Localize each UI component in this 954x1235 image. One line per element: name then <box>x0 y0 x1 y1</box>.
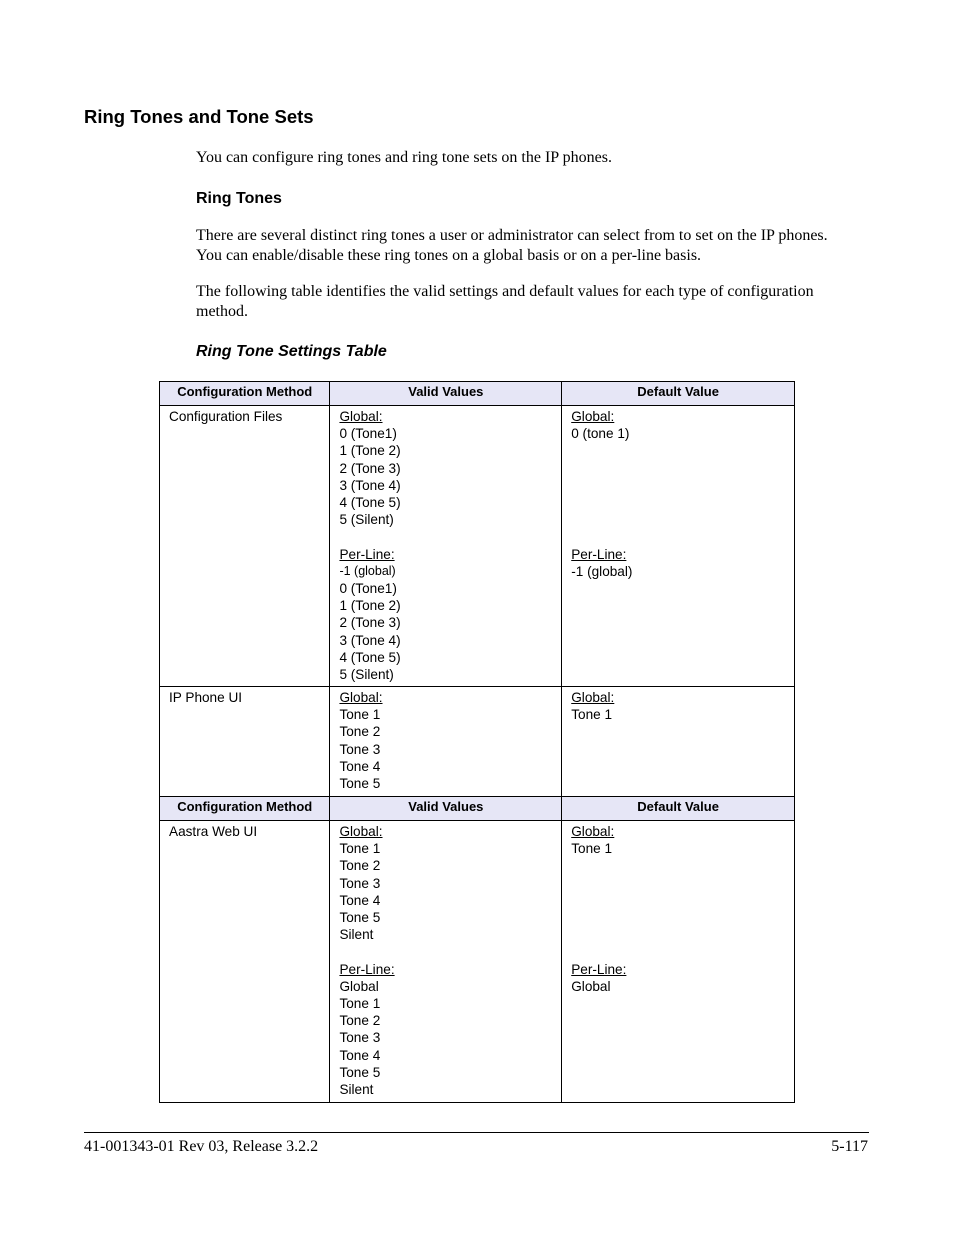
valid-values-cell <box>330 821 562 1103</box>
default-item: Tone 1 <box>571 707 613 723</box>
value-item: Tone 4 <box>339 892 381 908</box>
table-header-row <box>160 797 795 821</box>
footer-page-number: 5-117 <box>831 1138 868 1155</box>
spacer <box>571 892 794 909</box>
per-line-label: Per-Line: <box>339 546 395 562</box>
value-item: Tone 4 <box>339 758 381 774</box>
value-item: Tone 5 <box>339 910 381 926</box>
default-item: -1 (global) <box>571 563 633 579</box>
spacer <box>339 943 561 960</box>
value-item: -1 (global) <box>339 563 396 578</box>
value-item: Tone 2 <box>339 1013 381 1029</box>
spacer <box>571 511 794 528</box>
subsection-title: Ring Tones <box>196 190 282 207</box>
method-cell <box>160 821 330 1103</box>
default-item: Tone 1 <box>571 841 613 857</box>
value-item: 4 (Tone 5) <box>339 649 401 665</box>
spacer <box>339 528 561 545</box>
valid-values-cell <box>330 406 562 687</box>
method-label: Configuration Files <box>169 409 283 424</box>
header-configuration-method: Configuration Method <box>160 382 330 406</box>
method-cell <box>160 687 330 797</box>
header-valid-values: Valid Values <box>330 797 562 821</box>
global-label: Global: <box>571 409 615 424</box>
value-item: 5 (Silent) <box>339 512 394 528</box>
value-item: Tone 3 <box>339 875 381 891</box>
footer-doc-id: 41-001343-01 Rev 03, Release 3.2.2 <box>84 1138 319 1155</box>
default-value-cell <box>562 687 795 797</box>
method-label: IP Phone UI <box>169 690 243 705</box>
value-item: Tone 5 <box>339 1064 381 1080</box>
table-intro-paragraph <box>196 282 876 322</box>
value-item: 1 (Tone 2) <box>339 443 401 459</box>
value-item: 1 (Tone 2) <box>339 598 401 614</box>
spacer <box>571 528 794 545</box>
per-line-label: Per-Line: <box>339 961 395 977</box>
table-header-row <box>160 382 795 406</box>
spacer <box>571 926 794 943</box>
per-line-label: Per-Line: <box>571 961 627 977</box>
value-item: Tone 3 <box>339 741 381 757</box>
value-item: 0 (Tone1) <box>339 426 397 442</box>
footer-rule <box>84 1132 869 1133</box>
spacer <box>571 442 794 459</box>
value-item: Tone 2 <box>339 858 381 874</box>
header-valid-values: Valid Values <box>330 382 562 406</box>
value-item: Tone 1 <box>339 841 381 857</box>
table-row <box>160 821 795 1103</box>
spacer <box>571 943 794 960</box>
value-item: Tone 2 <box>339 724 381 740</box>
intro-paragraph: You can configure ring tones and ring tone sets on the IP phones. <box>196 149 612 166</box>
default-item: 0 (tone 1) <box>571 426 630 442</box>
paragraph-line: There are several distinct ring tones a user or administrator can select from to set on the IP phones. <box>196 227 828 244</box>
header-default-value: Default Value <box>562 382 795 406</box>
value-item: Tone 3 <box>339 1030 381 1046</box>
value-item: Silent <box>339 1082 374 1098</box>
value-item: 2 (Tone 3) <box>339 615 401 631</box>
value-item: 5 (Silent) <box>339 667 394 683</box>
ring-tones-paragraph <box>196 226 876 266</box>
value-item: Global <box>339 978 379 994</box>
method-cell <box>160 406 330 687</box>
value-item: 3 (Tone 4) <box>339 477 401 493</box>
ring-tone-settings-table <box>159 381 795 1103</box>
global-label: Global: <box>339 409 383 424</box>
valid-values-cell <box>330 687 562 797</box>
spacer <box>571 460 794 477</box>
default-value-cell <box>562 406 795 687</box>
global-label: Global: <box>571 690 615 705</box>
value-item: 4 (Tone 5) <box>339 495 401 511</box>
paragraph-line: method. <box>196 303 248 320</box>
section-title: Ring Tones and Tone Sets <box>84 106 314 127</box>
default-value-cell <box>562 821 795 1103</box>
method-label: Aastra Web UI <box>169 824 258 839</box>
paragraph-line: You can enable/disable these ring tones on a global basis or on a per-line basis. <box>196 247 702 264</box>
spacer <box>571 857 794 874</box>
value-item: Tone 1 <box>339 996 381 1012</box>
spacer <box>571 477 794 494</box>
spacer <box>571 909 794 926</box>
per-line-label: Per-Line: <box>571 546 627 562</box>
header-default-value: Default Value <box>562 797 795 821</box>
value-item: Silent <box>339 927 374 943</box>
value-item: Tone 5 <box>339 776 381 792</box>
default-item: Global <box>571 978 611 994</box>
value-item: 0 (Tone1) <box>339 581 397 597</box>
global-label: Global: <box>339 824 383 839</box>
value-item: Tone 4 <box>339 1047 381 1063</box>
value-item: 2 (Tone 3) <box>339 460 401 476</box>
global-label: Global: <box>339 690 383 705</box>
spacer <box>571 875 794 892</box>
value-item: Tone 1 <box>339 707 381 723</box>
table-title: Ring Tone Settings Table <box>196 343 387 360</box>
table-row <box>160 406 795 687</box>
header-configuration-method: Configuration Method <box>160 797 330 821</box>
paragraph-line: The following table identifies the valid settings and default values for each type of configuration <box>196 283 814 300</box>
global-label: Global: <box>571 824 615 839</box>
value-item: 3 (Tone 4) <box>339 632 401 648</box>
spacer <box>571 494 794 511</box>
table-row <box>160 687 795 797</box>
